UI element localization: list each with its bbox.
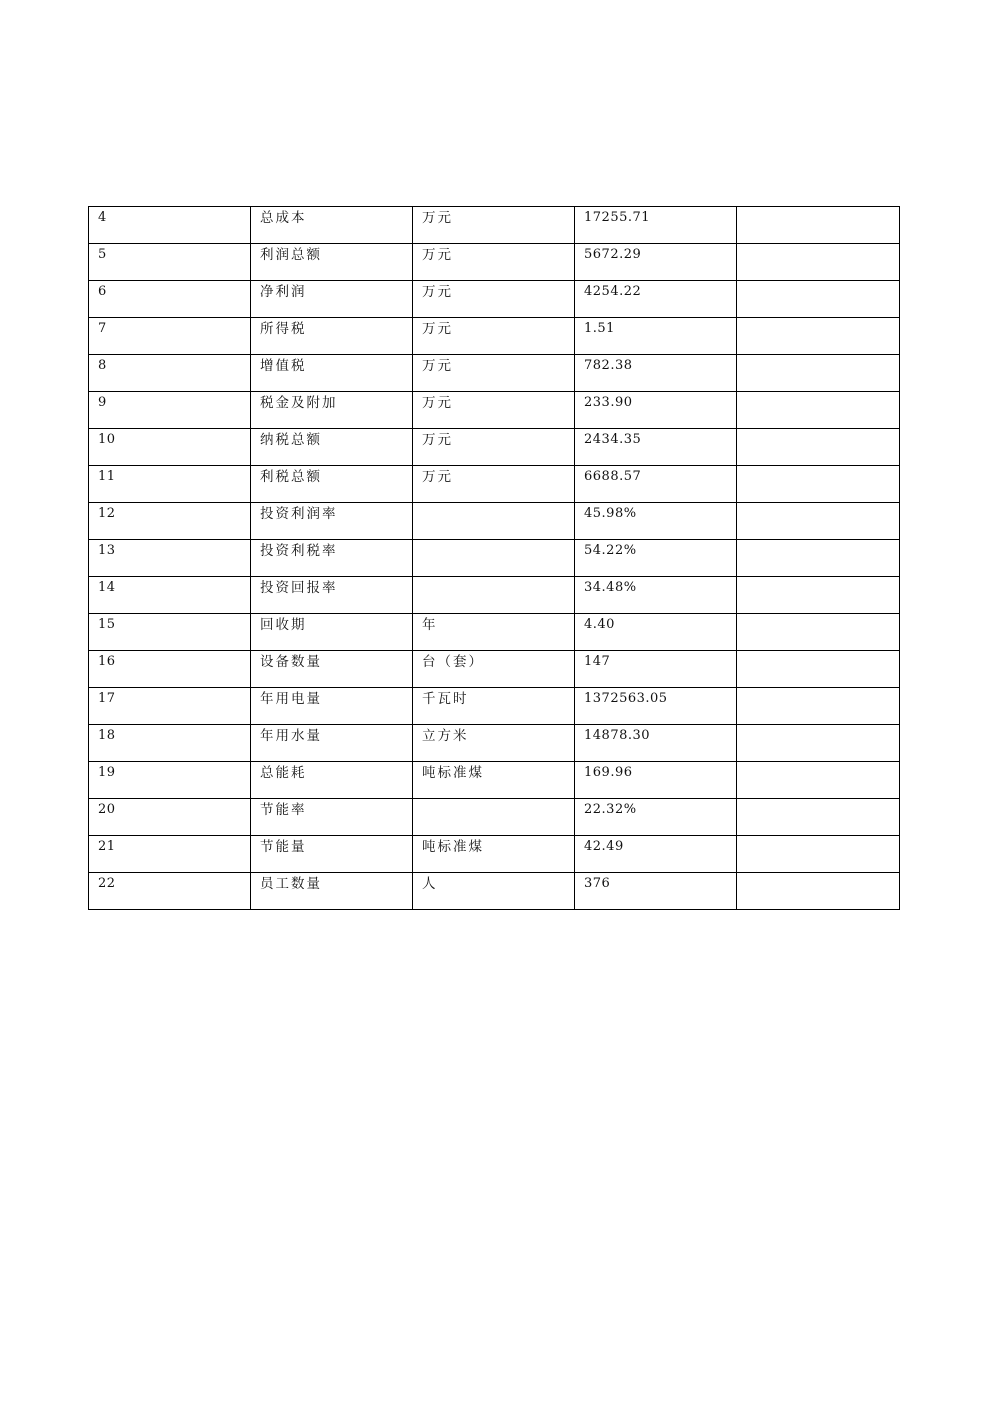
note-cell bbox=[737, 503, 900, 540]
value-cell: 45.98% bbox=[575, 503, 737, 540]
note-cell bbox=[737, 873, 900, 910]
indicator-name-cell: 设备数量 bbox=[251, 651, 413, 688]
row-number-cell: 21 bbox=[89, 836, 251, 873]
indicator-name-cell: 税金及附加 bbox=[251, 392, 413, 429]
row-number-cell: 22 bbox=[89, 873, 251, 910]
row-number-cell: 14 bbox=[89, 577, 251, 614]
value-cell: 4254.22 bbox=[575, 281, 737, 318]
value-cell: 1372563.05 bbox=[575, 688, 737, 725]
value-cell: 5672.29 bbox=[575, 244, 737, 281]
value-cell: 2434.35 bbox=[575, 429, 737, 466]
table-row bbox=[89, 429, 900, 466]
table-row bbox=[89, 688, 900, 725]
unit-cell bbox=[413, 540, 575, 577]
unit-cell: 万元 bbox=[413, 244, 575, 281]
table-row bbox=[89, 540, 900, 577]
row-number-cell: 10 bbox=[89, 429, 251, 466]
unit-cell: 台（套） bbox=[413, 651, 575, 688]
table-row bbox=[89, 355, 900, 392]
table-row bbox=[89, 207, 900, 244]
unit-cell: 人 bbox=[413, 873, 575, 910]
table-row bbox=[89, 836, 900, 873]
unit-cell: 吨标准煤 bbox=[413, 762, 575, 799]
indicator-name-cell: 总能耗 bbox=[251, 762, 413, 799]
unit-cell: 万元 bbox=[413, 392, 575, 429]
note-cell bbox=[737, 355, 900, 392]
row-number-cell: 5 bbox=[89, 244, 251, 281]
unit-cell: 万元 bbox=[413, 318, 575, 355]
unit-cell bbox=[413, 503, 575, 540]
indicator-name-cell: 投资利税率 bbox=[251, 540, 413, 577]
unit-cell bbox=[413, 799, 575, 836]
value-cell: 233.90 bbox=[575, 392, 737, 429]
row-number-cell: 12 bbox=[89, 503, 251, 540]
unit-cell: 千瓦时 bbox=[413, 688, 575, 725]
indicator-name-cell: 总成本 bbox=[251, 207, 413, 244]
table-row bbox=[89, 614, 900, 651]
row-number-cell: 4 bbox=[89, 207, 251, 244]
table-row bbox=[89, 799, 900, 836]
indicator-name-cell: 节能率 bbox=[251, 799, 413, 836]
indicator-table bbox=[88, 206, 900, 910]
table-row bbox=[89, 651, 900, 688]
indicator-name-cell: 节能量 bbox=[251, 836, 413, 873]
unit-cell: 万元 bbox=[413, 207, 575, 244]
indicator-name-cell: 投资回报率 bbox=[251, 577, 413, 614]
note-cell bbox=[737, 429, 900, 466]
note-cell bbox=[737, 577, 900, 614]
note-cell bbox=[737, 762, 900, 799]
row-number-cell: 7 bbox=[89, 318, 251, 355]
value-cell: 17255.71 bbox=[575, 207, 737, 244]
note-cell bbox=[737, 466, 900, 503]
table-row bbox=[89, 392, 900, 429]
unit-cell: 万元 bbox=[413, 429, 575, 466]
indicator-name-cell: 净利润 bbox=[251, 281, 413, 318]
unit-cell: 万元 bbox=[413, 355, 575, 392]
value-cell: 34.48% bbox=[575, 577, 737, 614]
indicator-name-cell: 所得税 bbox=[251, 318, 413, 355]
note-cell bbox=[737, 281, 900, 318]
value-cell: 54.22% bbox=[575, 540, 737, 577]
row-number-cell: 13 bbox=[89, 540, 251, 577]
note-cell bbox=[737, 688, 900, 725]
note-cell bbox=[737, 651, 900, 688]
unit-cell: 万元 bbox=[413, 281, 575, 318]
value-cell: 22.32% bbox=[575, 799, 737, 836]
row-number-cell: 20 bbox=[89, 799, 251, 836]
value-cell: 4.40 bbox=[575, 614, 737, 651]
row-number-cell: 8 bbox=[89, 355, 251, 392]
unit-cell: 吨标准煤 bbox=[413, 836, 575, 873]
row-number-cell: 6 bbox=[89, 281, 251, 318]
table-row bbox=[89, 244, 900, 281]
row-number-cell: 9 bbox=[89, 392, 251, 429]
indicator-name-cell: 年用水量 bbox=[251, 725, 413, 762]
note-cell bbox=[737, 614, 900, 651]
value-cell: 6688.57 bbox=[575, 466, 737, 503]
table-row bbox=[89, 577, 900, 614]
value-cell: 782.38 bbox=[575, 355, 737, 392]
indicator-name-cell: 利税总额 bbox=[251, 466, 413, 503]
note-cell bbox=[737, 725, 900, 762]
indicator-name-cell: 回收期 bbox=[251, 614, 413, 651]
value-cell: 376 bbox=[575, 873, 737, 910]
indicator-name-cell: 员工数量 bbox=[251, 873, 413, 910]
note-cell bbox=[737, 392, 900, 429]
note-cell bbox=[737, 318, 900, 355]
note-cell bbox=[737, 799, 900, 836]
table-row bbox=[89, 873, 900, 910]
value-cell: 169.96 bbox=[575, 762, 737, 799]
indicator-table-body bbox=[89, 207, 900, 910]
note-cell bbox=[737, 207, 900, 244]
indicator-name-cell: 增值税 bbox=[251, 355, 413, 392]
table-row bbox=[89, 725, 900, 762]
table-row bbox=[89, 318, 900, 355]
note-cell bbox=[737, 244, 900, 281]
indicator-name-cell: 纳税总额 bbox=[251, 429, 413, 466]
value-cell: 147 bbox=[575, 651, 737, 688]
indicator-name-cell: 投资利润率 bbox=[251, 503, 413, 540]
row-number-cell: 15 bbox=[89, 614, 251, 651]
table-row bbox=[89, 762, 900, 799]
note-cell bbox=[737, 836, 900, 873]
unit-cell: 年 bbox=[413, 614, 575, 651]
table-row bbox=[89, 503, 900, 540]
table-row bbox=[89, 281, 900, 318]
indicator-name-cell: 年用电量 bbox=[251, 688, 413, 725]
row-number-cell: 17 bbox=[89, 688, 251, 725]
row-number-cell: 18 bbox=[89, 725, 251, 762]
value-cell: 14878.30 bbox=[575, 725, 737, 762]
value-cell: 1.51 bbox=[575, 318, 737, 355]
note-cell bbox=[737, 540, 900, 577]
indicator-name-cell: 利润总额 bbox=[251, 244, 413, 281]
value-cell: 42.49 bbox=[575, 836, 737, 873]
unit-cell bbox=[413, 577, 575, 614]
table-row bbox=[89, 466, 900, 503]
unit-cell: 立方米 bbox=[413, 725, 575, 762]
unit-cell: 万元 bbox=[413, 466, 575, 503]
row-number-cell: 11 bbox=[89, 466, 251, 503]
row-number-cell: 16 bbox=[89, 651, 251, 688]
row-number-cell: 19 bbox=[89, 762, 251, 799]
